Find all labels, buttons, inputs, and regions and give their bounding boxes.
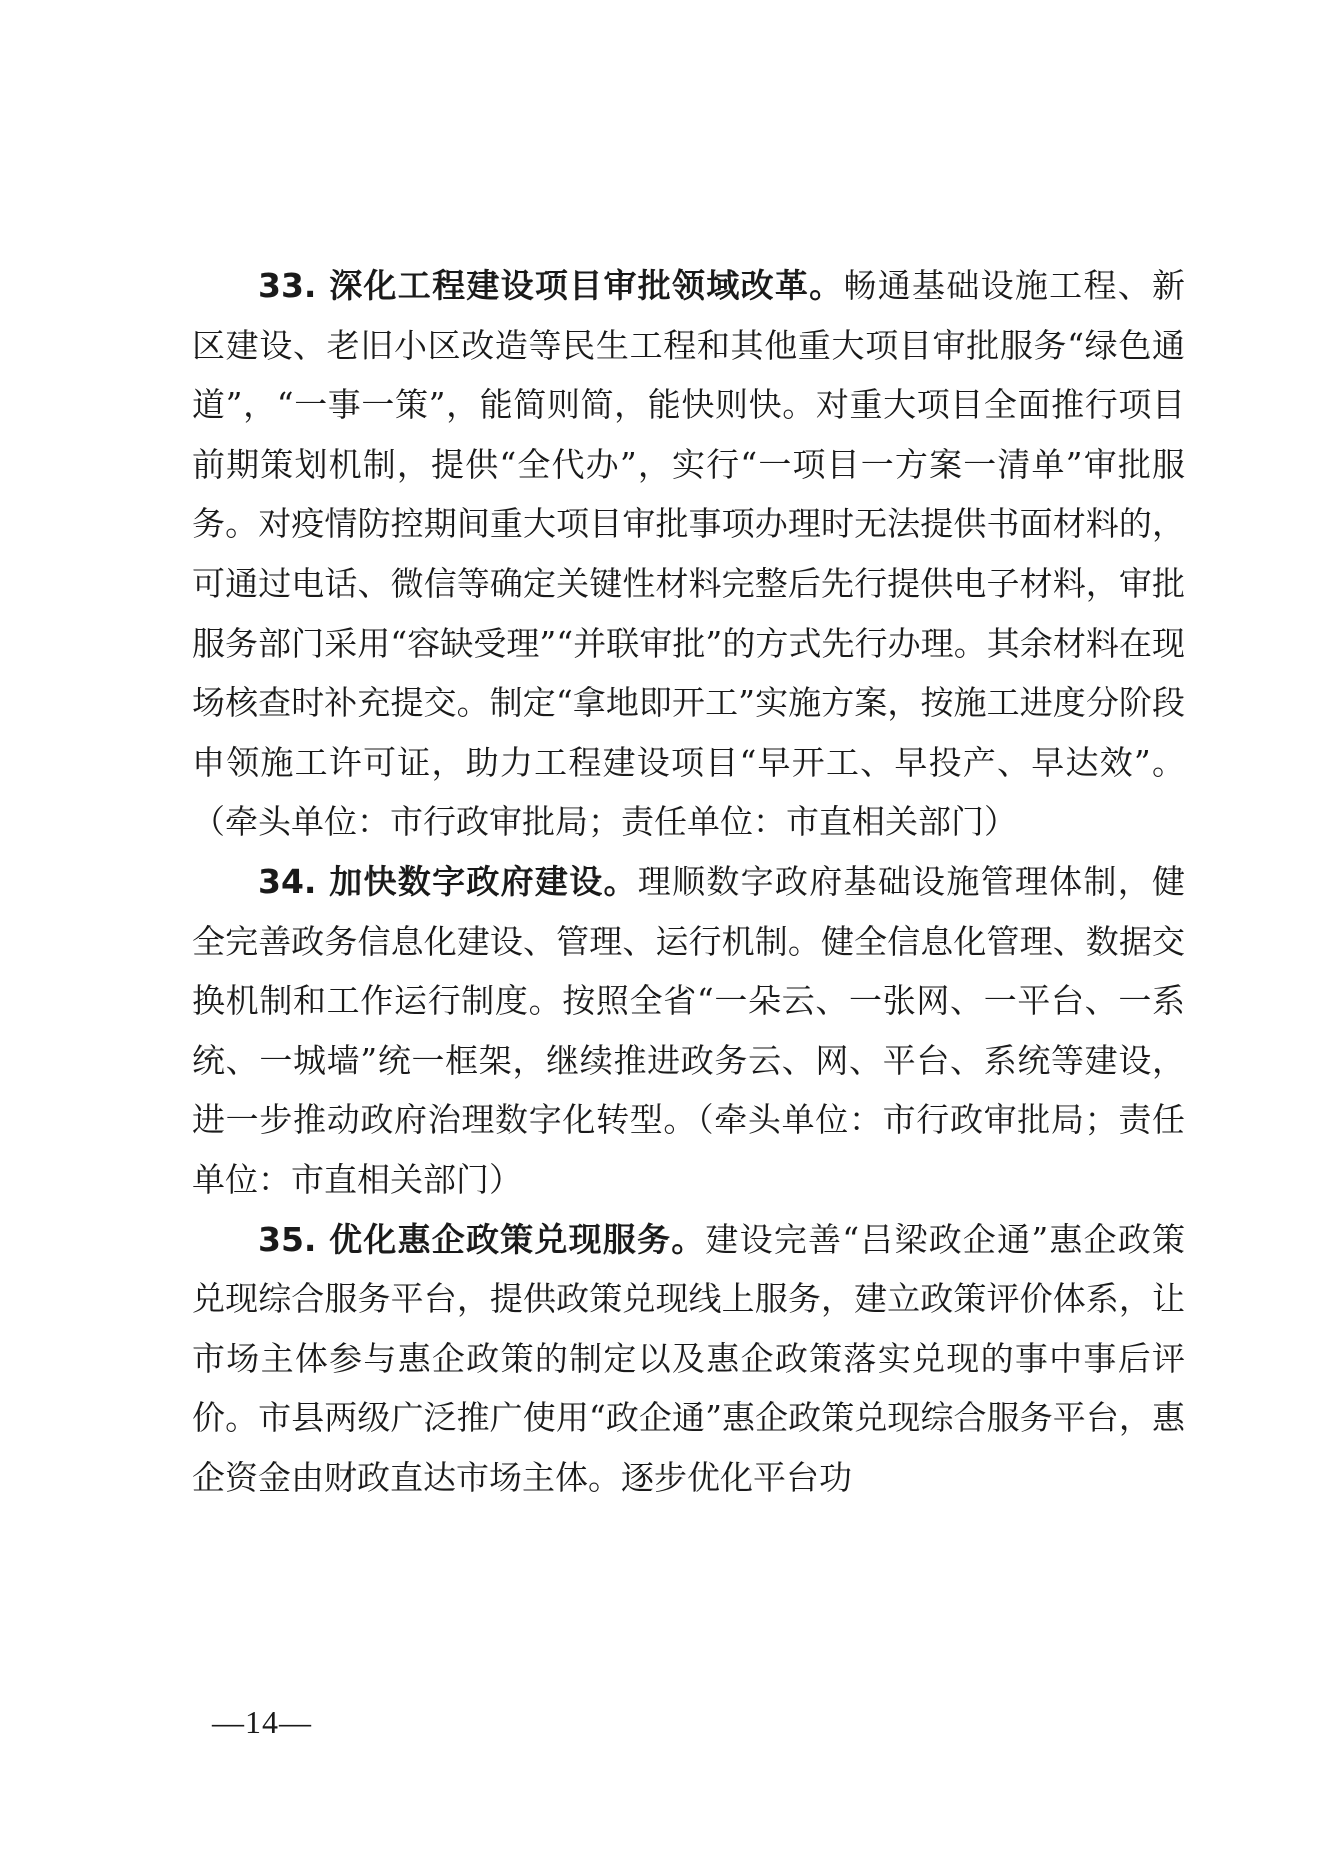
paragraph-text: 畅通基础设施工程、新区建设、老旧小区改造等民生工程和其他重大项目审批服务“绿色通道”，“一事一策”，能简则简，能快则快。对重大项目全面推行项目前期策划机制，提供“全代办”，实行“一项目一方案一清单”审批服务。对疫情防控期间重大项目审批事项办理时无法提供书面材料的，可通过电话、微信等确定关键性材料完整后先行提供电子材料，审批服务部门采用“容缺受理”“并联审批”的方式先行办理。其余材料在现场核查时补充提交。制定“拿地即开工”实施方案，按施工进度分阶段申领施工许可证，助力工程建设项目“早开工、早投产、早达效”。（牵头单位：市行政审批局；责任单位：市直相关部门） — [192, 266, 1186, 842]
paragraph-heading: 34. 加快数字政府建设。 — [258, 861, 638, 901]
page-number: —14— — [212, 1704, 312, 1740]
paragraph-text: 建设完善“吕梁政企通”惠企政策兑现综合服务平台，提供政策兑现线上服务，建立政策评价体系，让市场主体参与惠企政策的制定以及惠企政策落实兑现的事中事后评价。市县两级广泛推广使用“政企通”惠企政策兑现综合服务平台，惠企资金由财政直达市场主体。逐步优化平台功 — [192, 1219, 1185, 1497]
paragraph-text: 理顺数字政府基础设施管理体制，健全完善政务信息化建设、管理、运行机制。健全信息化管理、数据交换机制和工作运行制度。按照全省“一朵云、一张网、一平台、一系统、一城墙”统一框架，继续推进政务云、网、平台、系统等建设，进一步推动政府治理数字化转型。（牵头单位：市行政审批局；责任单位：市直相关部门） — [192, 861, 1186, 1199]
paragraph-34 — [192, 852, 1185, 1210]
document-body — [192, 256, 1185, 1507]
paragraph-33 — [192, 256, 1185, 852]
paragraph-heading: 35. 优化惠企政策兑现服务。 — [258, 1219, 706, 1259]
paragraph-heading: 33. 深化工程建设项目审批领域改革。 — [258, 266, 844, 305]
paragraph-35 — [192, 1210, 1185, 1508]
